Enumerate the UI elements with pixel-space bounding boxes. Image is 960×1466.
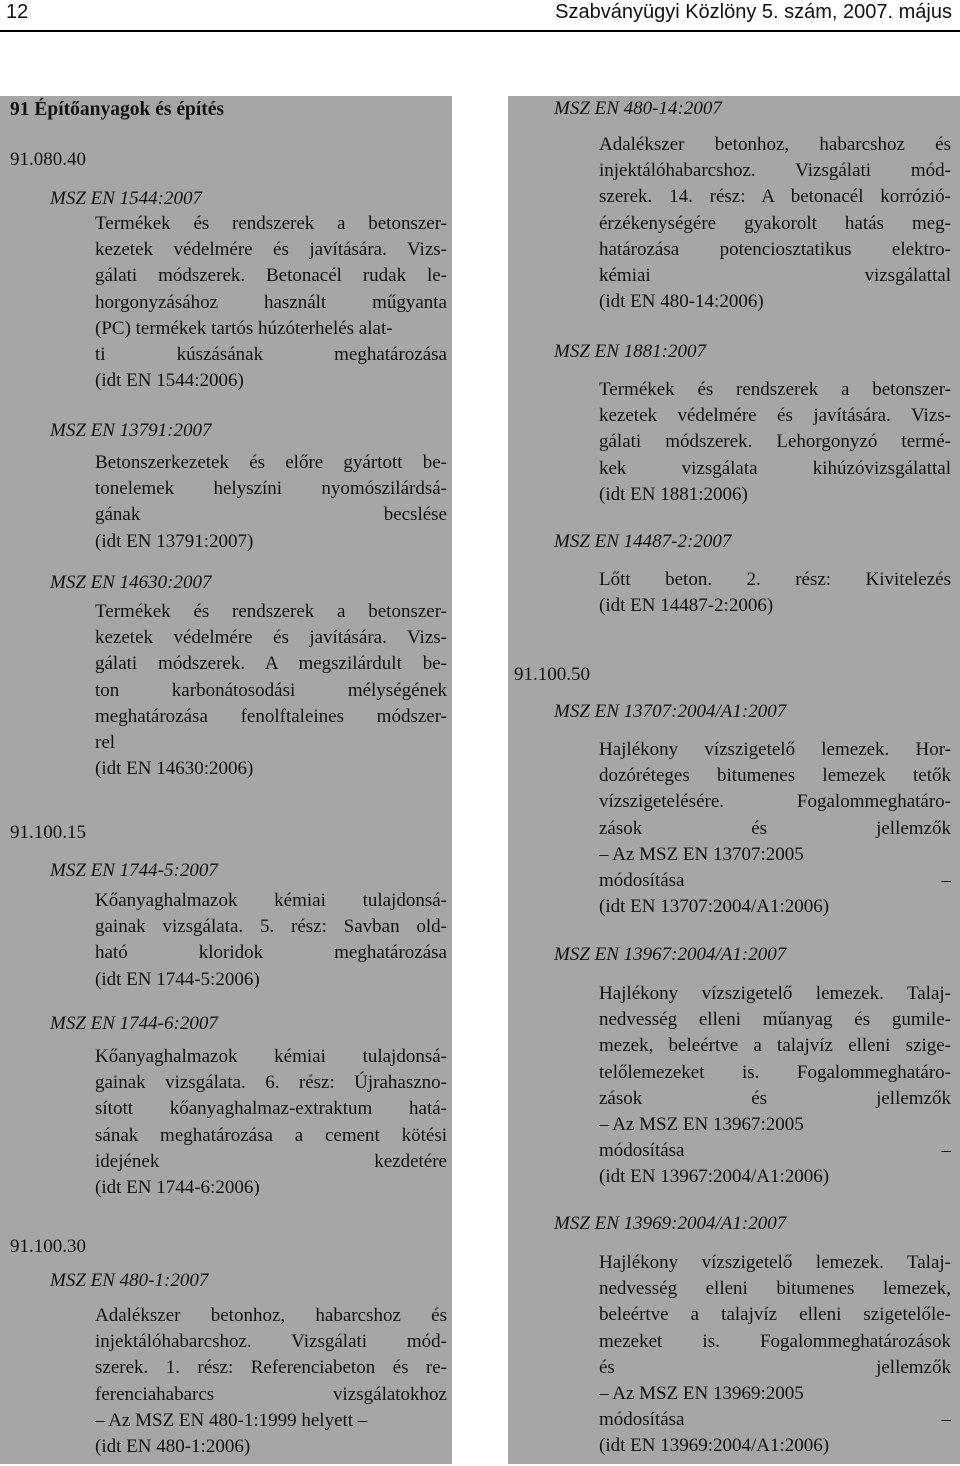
description-line: kezetek védelmére és javítására. Vizs- — [599, 405, 951, 427]
standard-description — [95, 450, 447, 555]
standard-number: MSZ EN 13791:2007 — [50, 420, 212, 441]
description-line: ti kúszásának meghatározása — [95, 344, 447, 366]
description-line: (idt EN 14487-2:2006) — [599, 595, 774, 617]
description-line: gálati módszerek. Betonacél rudak le- — [95, 265, 447, 287]
standard-description — [599, 132, 951, 315]
right-column — [508, 96, 960, 1464]
description-line: (idt EN 14630:2006) — [95, 758, 254, 780]
description-line: (idt EN 480-1:2006) — [95, 1436, 251, 1458]
description-line: injektálóhabarcshoz. Vizsgálati mód- — [599, 160, 951, 182]
description-line: beleértve a talajvíz elleni szigetelőle- — [599, 1304, 951, 1326]
description-line: Adalékszer betonhoz, habarcshoz és — [95, 1305, 447, 1326]
description-line: – Az MSZ EN 13707:2005 — [599, 843, 804, 865]
standard-number: MSZ EN 1744-6:2007 — [50, 1013, 218, 1034]
page-number: 12 — [6, 1, 29, 23]
description-line: gálati módszerek. Lehorgonyzó termé- — [599, 431, 951, 453]
description-line: Termékek és rendszerek a betonszer- — [95, 601, 447, 622]
standard-description — [95, 599, 447, 782]
description-line: Hajlékony vízszigetelő lemezek. Talaj- — [599, 1252, 951, 1273]
description-line: módosítása – — [599, 1409, 951, 1431]
description-line: gának becslése — [95, 504, 447, 526]
description-line: tonelemek helyszíni nyomószilárdsá- — [95, 478, 447, 500]
left-column — [0, 96, 452, 1464]
description-line: zások és jellemzők — [599, 1087, 951, 1109]
description-line: (PC) termékek tartós húzóterhelés alat- — [95, 317, 393, 339]
description-line: Betonszerkezetek és előre gyártott be- — [95, 452, 447, 473]
description-line: (idt EN 13969:2004/A1:2006) — [599, 1435, 830, 1457]
description-line: gálati módszerek. A megszilárdult be- — [95, 653, 447, 675]
description-line: injektálóhabarcshoz. Vizsgálati mód- — [95, 1331, 447, 1353]
description-line: vízszigetelésére. Fogalommeghatáro- — [599, 791, 951, 813]
ics-code: 91.100.50 — [514, 664, 590, 685]
description-line: módosítása – — [599, 870, 951, 892]
standard-number: MSZ EN 1881:2007 — [554, 341, 706, 362]
description-line: kémiai vizsgálattal — [599, 265, 951, 287]
description-line: (idt EN 1881:2006) — [599, 483, 748, 505]
standard-number: MSZ EN 13969:2004/A1:2007 — [554, 1213, 787, 1234]
description-line: szerek. 14. rész: A betonacél korrózió- — [599, 186, 951, 208]
standard-description — [599, 1250, 951, 1460]
description-line: ton karbonátosodási mélységének — [95, 679, 447, 701]
description-line: horgonyzásához használt műgyanta — [95, 291, 447, 313]
standard-description — [599, 567, 951, 619]
description-line: ható kloridok meghatározása — [95, 942, 447, 964]
description-line: Lőtt beton. 2. rész: Kivitelezés — [599, 569, 951, 590]
description-line: idejének kezdetére — [95, 1150, 447, 1172]
ics-code: 91.080.40 — [10, 149, 86, 170]
description-line: (idt EN 1544:2006) — [95, 370, 244, 392]
standard-number: MSZ EN 14630:2007 — [50, 572, 212, 593]
description-line: kezetek védelmére és javítására. Vizs- — [95, 627, 447, 649]
description-line: Kőanyaghalmazok kémiai tulajdonsá- — [95, 890, 447, 911]
description-line: gainak vizsgálata. 5. rész: Savban old- — [95, 916, 447, 938]
description-line: (idt EN 1744-6:2006) — [95, 1177, 260, 1199]
description-line: módosítása – — [599, 1140, 951, 1162]
description-line: (idt EN 13791:2007) — [95, 530, 254, 552]
description-line: – Az MSZ EN 13967:2005 — [599, 1114, 804, 1136]
ics-code: 91.100.30 — [10, 1236, 86, 1257]
description-line: zások és jellemzők — [599, 817, 951, 839]
description-line: Termékek és rendszerek a betonszer- — [95, 213, 447, 234]
standard-number: MSZ EN 13707:2004/A1:2007 — [554, 701, 787, 722]
journal-title: Szabványügyi Közlöny 5. szám, 2007. május — [555, 1, 952, 23]
description-line: – Az MSZ EN 13969:2005 — [599, 1383, 804, 1405]
description-line: nedvesség elleni műanyag és gumile- — [599, 1009, 951, 1031]
standard-number: MSZ EN 480-14:2007 — [554, 98, 722, 119]
ics-code: 91.100.15 — [10, 822, 86, 843]
description-line: (idt EN 13967:2004/A1:2006) — [599, 1166, 830, 1188]
standard-number: MSZ EN 14487-2:2007 — [554, 531, 732, 552]
description-line: nedvesség elleni bitumenes lemezek, — [599, 1278, 951, 1300]
description-line: Termékek és rendszerek a betonszer- — [599, 379, 951, 400]
description-line: mezek, beleértve a talajvíz elleni szige- — [599, 1035, 951, 1057]
description-line: (idt EN 13707:2004/A1:2006) — [599, 896, 830, 918]
description-line: határozása potenciosztatikus elektro- — [599, 238, 951, 260]
description-line: sának meghatározása a cement kötési — [95, 1124, 447, 1146]
standard-number: MSZ EN 1544:2007 — [50, 188, 202, 209]
standard-description — [95, 1303, 447, 1460]
description-line: ferenciahabarcs vizsgálatokhoz — [95, 1383, 447, 1405]
description-line: sított kőanyaghalmaz-extraktum hatá- — [95, 1098, 447, 1120]
description-line: (idt EN 1744-5:2006) — [95, 968, 260, 990]
standard-description — [95, 211, 447, 394]
page-header — [0, 0, 960, 32]
description-line: (idt EN 480-14:2006) — [599, 291, 764, 313]
standard-number: MSZ EN 480-1:2007 — [50, 1270, 209, 1291]
description-line: mezeket is. Fogalommeghatározások — [599, 1330, 951, 1352]
standard-number: MSZ EN 13967:2004/A1:2007 — [554, 944, 787, 965]
description-line: rel — [95, 732, 116, 754]
description-line: gainak vizsgálata. 6. rész: Újrahaszno- — [95, 1072, 447, 1094]
standard-description — [95, 1044, 447, 1201]
description-line: szerek. 1. rész: Referenciabeton és re- — [95, 1357, 447, 1379]
standard-description — [599, 981, 951, 1191]
description-line: érzékenységére gyakorolt hatás meg- — [599, 212, 951, 234]
description-line: Hajlékony vízszigetelő lemezek. Hor- — [599, 739, 951, 760]
description-line: Kőanyaghalmazok kémiai tulajdonsá- — [95, 1046, 447, 1067]
description-line: – Az MSZ EN 480-1:1999 helyett – — [95, 1409, 368, 1431]
description-line: kek vizsgálata kihúzóvizsgálattal — [599, 457, 951, 479]
description-line: telőlemezeket is. Fogalommeghatáro- — [599, 1061, 951, 1083]
description-line: dozóréteges bitumenes lemezek tetők — [599, 765, 951, 787]
description-line: és jellemzők — [599, 1356, 951, 1378]
standard-description — [599, 737, 951, 920]
description-line: meghatározása fenolftaleines módszer- — [95, 705, 447, 727]
standard-number: MSZ EN 1744-5:2007 — [50, 860, 218, 881]
description-line: kezetek védelmére és javítására. Vizs- — [95, 239, 447, 261]
standard-description — [95, 888, 447, 993]
description-line: Adalékszer betonhoz, habarcshoz és — [599, 134, 951, 155]
standard-description — [599, 377, 951, 508]
description-line: Hajlékony vízszigetelő lemezek. Talaj- — [599, 983, 951, 1004]
section-heading: 91 Építőanyagok és építés — [10, 99, 224, 120]
